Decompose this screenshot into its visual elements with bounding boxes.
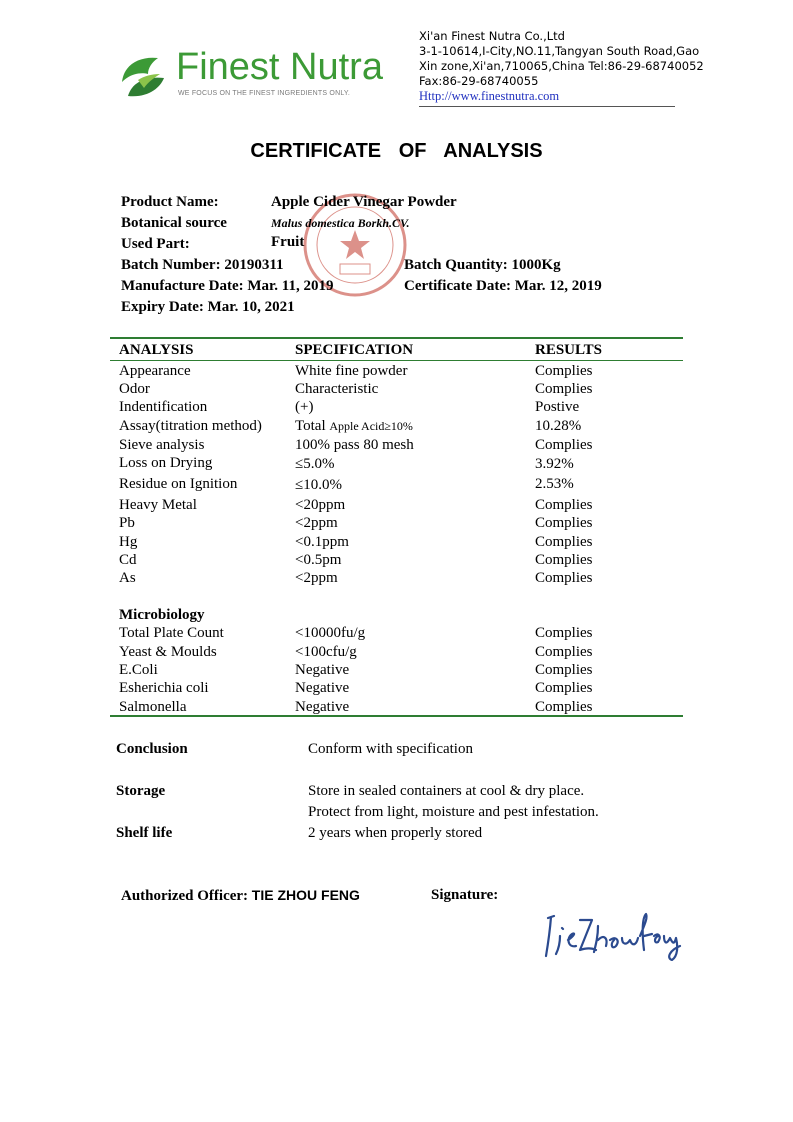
table-row-analysis: Cd — [119, 552, 137, 568]
table-row-analysis: Residue on Ignition — [119, 476, 238, 492]
table-row-analysis: Heavy Metal — [119, 497, 197, 513]
table-row-result: Complies — [535, 534, 593, 550]
conclusion-label: Conclusion — [116, 741, 188, 757]
botanical-source-label: Botanical source — [121, 215, 227, 231]
table-row-analysis: Hg — [119, 534, 138, 550]
table-row-specification: Negative — [295, 662, 350, 678]
table-row-analysis: Odor — [119, 381, 150, 397]
table-row-analysis: Loss on Drying — [119, 455, 213, 471]
product-name-label: Product Name: — [121, 194, 219, 210]
expiry-date: Expiry Date: Mar. 10, 2021 — [121, 299, 295, 315]
table-row-specification: <0.1ppm — [295, 534, 349, 550]
table-row-specification: <2ppm — [295, 515, 338, 531]
shelf-life-label: Shelf life — [116, 825, 173, 841]
table-row-result: Complies — [535, 570, 593, 586]
table-row-analysis: Pb — [119, 515, 135, 531]
table-row-specification: <10000fu/g — [295, 625, 366, 641]
table-row-analysis: Esherichia coli — [119, 680, 209, 696]
handwritten-signature — [540, 906, 690, 961]
header-results: RESULTS — [535, 342, 602, 358]
table-row-result: Complies — [535, 625, 593, 641]
table-row-result: 10.28% — [535, 418, 582, 434]
table-row-result: Complies — [535, 437, 593, 453]
header-divider — [419, 106, 675, 107]
leaf-logo-icon — [118, 52, 170, 104]
conclusion-text: Conform with specification — [308, 741, 473, 757]
table-row-analysis: Sieve analysis — [119, 437, 205, 453]
table-row-analysis: Yeast & Moulds — [119, 644, 217, 660]
brand-name: Finest Nutra — [176, 46, 383, 88]
header-analysis: ANALYSIS — [119, 342, 194, 358]
batch-quantity: Batch Quantity: 1000Kg — [404, 257, 561, 273]
storage-text-2: Protect from light, moisture and pest infestation. — [308, 804, 599, 820]
table-row-result: Postive — [535, 399, 580, 415]
table-row-specification — [295, 418, 413, 435]
table-row-result: Complies — [535, 680, 593, 696]
table-row-analysis: Total Plate Count — [119, 625, 224, 641]
table-row-specification: Negative — [295, 680, 350, 696]
manufacture-date: Manufacture Date: Mar. 11, 2019 — [121, 278, 334, 294]
table-top-rule — [110, 337, 683, 339]
authorized-officer — [121, 887, 360, 905]
assay-spec-prefix: Total — [295, 418, 330, 434]
table-row-analysis: Indentification — [119, 399, 208, 415]
table-header-rule — [110, 360, 683, 361]
brand-tagline: WE FOCUS ON THE FINEST INGREDIENTS ONLY. — [178, 90, 351, 97]
officer-label: Authorized Officer: — [121, 888, 252, 904]
table-row-analysis: Salmonella — [119, 699, 187, 715]
table-row-specification: Characteristic — [295, 381, 379, 397]
table-bottom-rule — [110, 715, 683, 717]
document-title: CERTIFICATE OF ANALYSIS — [250, 140, 543, 162]
shelf-life-text: 2 years when properly stored — [308, 825, 483, 841]
company-name: Xi'an Finest Nutra Co.,Ltd — [419, 29, 565, 43]
table-row-result: Complies — [535, 644, 593, 660]
company-website-link[interactable]: Http://www.finestnutra.com — [419, 89, 560, 103]
table-row-specification: <0.5pm — [295, 552, 342, 568]
table-row-result: Complies — [535, 662, 593, 678]
microbiology-heading: Microbiology — [119, 607, 205, 623]
officer-name: TIE ZHOU FENG — [251, 887, 360, 903]
storage-label: Storage — [116, 783, 166, 799]
table-row-specification: 100% pass 80 mesh — [295, 437, 414, 453]
signature-label: Signature: — [431, 887, 499, 903]
table-row-result: Complies — [535, 699, 593, 715]
table-row-specification: ≤5.0% — [295, 456, 335, 472]
table-row-result: Complies — [535, 497, 593, 513]
table-row-analysis: Appearance — [119, 363, 191, 379]
table-row-analysis: Assay(titration method) — [119, 418, 262, 434]
table-row-result: 2.53% — [535, 476, 574, 492]
table-row-result: 3.92% — [535, 456, 574, 472]
botanical-source-value: Malus domestica Borkh.CV. — [271, 216, 410, 230]
table-row-specification: <2ppm — [295, 570, 338, 586]
company-address-line1: 3-1-10614,I-City,NO.11,Tangyan South Road,Gao — [419, 44, 700, 58]
table-row-specification: (+) — [295, 399, 314, 415]
certificate-date: Certificate Date: Mar. 12, 2019 — [404, 278, 602, 294]
storage-text-1: Store in sealed containers at cool & dry place. — [308, 783, 585, 799]
used-part-label: Used Part: — [121, 236, 190, 252]
table-row-specification: <20ppm — [295, 497, 346, 513]
assay-spec-detail: Apple Acid≥10% — [329, 419, 413, 433]
table-row-specification: Negative — [295, 699, 350, 715]
header-specification: SPECIFICATION — [295, 342, 414, 358]
table-row-specification: White fine powder — [295, 363, 408, 379]
product-name-value: Apple Cider Vinegar Powder — [271, 194, 457, 210]
table-row-analysis: As — [119, 570, 136, 586]
table-row-result: Complies — [535, 515, 593, 531]
table-row-result: Complies — [535, 552, 593, 568]
company-address-line2: Xin zone,Xi'an,710065,China Tel:86-29-68740052 — [419, 59, 704, 73]
used-part-value: Fruit — [271, 234, 305, 250]
company-fax: Fax:86-29-68740055 — [419, 74, 539, 88]
batch-number: Batch Number: 20190311 — [121, 257, 284, 273]
table-row-analysis: E.Coli — [119, 662, 158, 678]
table-row-specification: <100cfu/g — [295, 644, 357, 660]
table-row-specification: ≤10.0% — [295, 477, 342, 493]
table-row-result: Complies — [535, 381, 593, 397]
table-row-result: Complies — [535, 363, 593, 379]
